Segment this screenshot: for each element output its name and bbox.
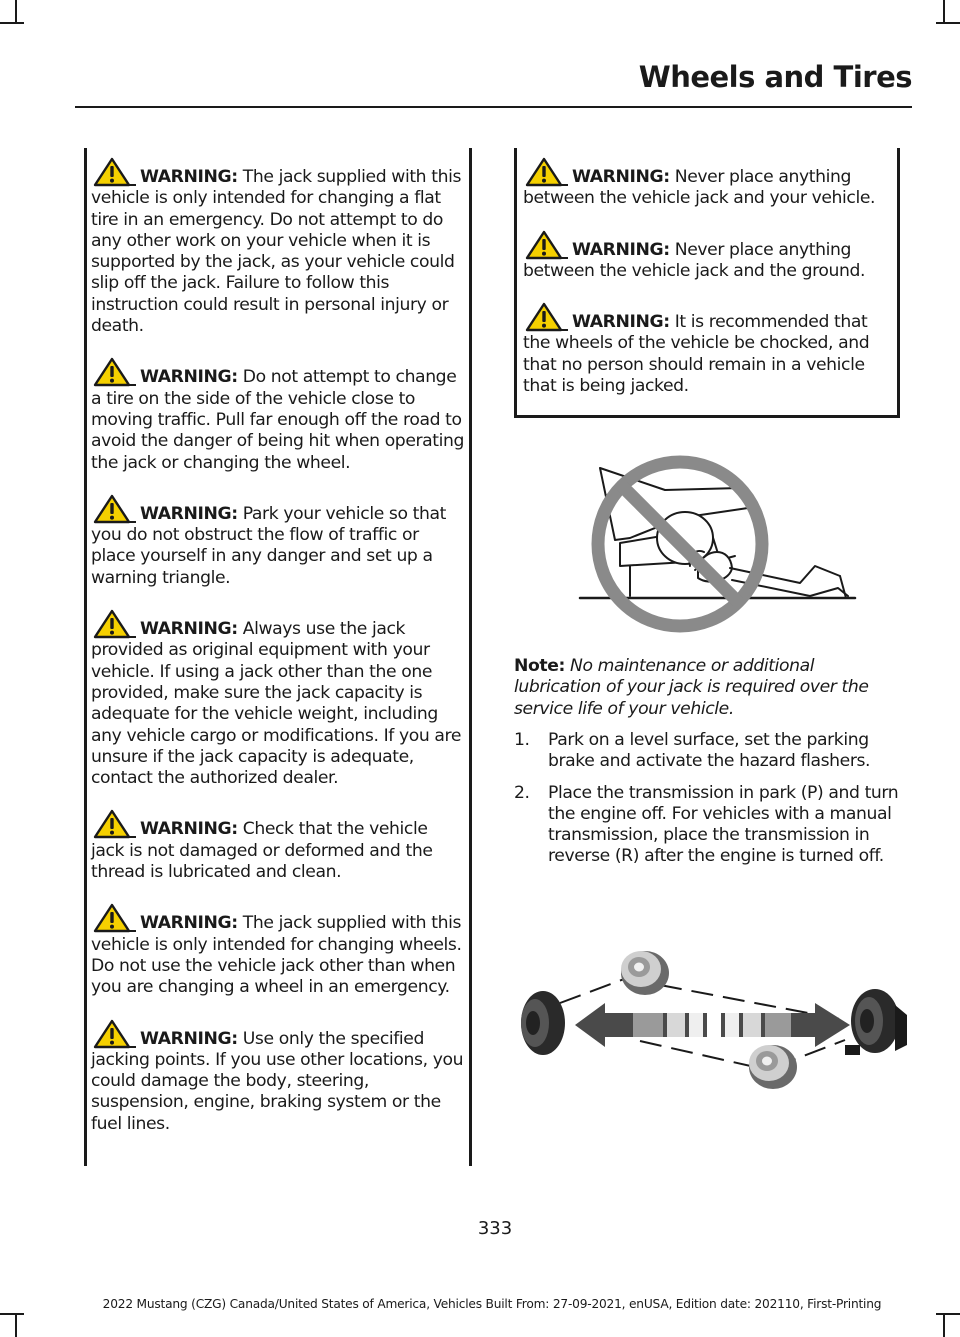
warning-text: Use only the specified jacking points. If you use other locations, you could damage the body, steering, suspension, engine, braking system or the fuel lines. [91, 1028, 464, 1134]
step-text: Place the transmission in park (P) and turn the engine off. For vehicles with a manual transmission, place the transmission in reverse (R) after the engine is turned off. [548, 782, 899, 867]
warning-item [523, 230, 897, 283]
note-label: Note: [514, 656, 565, 676]
wheel-chock-diagonal-illustration [515, 945, 910, 1095]
warning-item [91, 1019, 465, 1135]
steps-list [514, 730, 906, 878]
warning-label: WARNING: [140, 619, 238, 640]
page-title: Wheels and Tires [638, 60, 912, 94]
crop-mark-br-v [943, 1313, 945, 1337]
left-column-rule [84, 148, 87, 1166]
warning-triangle-icon [91, 809, 137, 839]
warning-label: WARNING: [572, 167, 670, 187]
warning-item [91, 157, 465, 337]
warning-text: It is recommended that the wheels of the vehicle be chocked, and that no person should remain in a vehicle that is being jacked. [523, 312, 870, 397]
warning-item [91, 809, 465, 883]
warning-label: WARNING: [140, 503, 238, 524]
warning-text: Never place anything between the vehicle jack and the ground. [523, 239, 866, 281]
note-text: No maintenance or additional lubrication of your jack is required over the service life of your vehicle. [514, 656, 869, 719]
step-number: 1. [514, 730, 530, 750]
warning-label: WARNING: [572, 239, 670, 260]
warning-item [523, 157, 897, 210]
crop-mark-bl-v [15, 1313, 17, 1337]
warning-item [91, 609, 465, 789]
warning-triangle-icon [91, 1019, 137, 1049]
list-item [514, 730, 906, 773]
warning-triangle-icon [91, 157, 137, 187]
footer-text: 2022 Mustang (CZG) Canada/United States of America, Vehicles Built From: 27-09-2021, enUSA, Edition date: 202110, First-Printing [102, 1297, 882, 1311]
warning-label: WARNING: [572, 312, 670, 333]
warning-triangle-icon [91, 357, 137, 387]
warning-text: Never place anything between the vehicle jack and your vehicle. [523, 167, 876, 209]
warning-label: WARNING: [140, 367, 238, 388]
warning-text: The jack supplied with this vehicle is only intended for changing a flat tire in an emergency. Do not attempt to do any other work on your vehicle when it is supported by the jack, as your vehicle could slip off the jack. Failure to follow this instruction could result in personal injury or death. [91, 167, 461, 337]
step-number: 2. [514, 782, 530, 803]
warning-text: Check that the vehicle jack is not damaged or deformed and the thread is lubricated and clean. [91, 819, 433, 883]
crop-mark-tr-v [943, 0, 945, 24]
crop-mark-tl-h [0, 22, 24, 24]
warning-label: WARNING: [140, 913, 238, 934]
warning-label: WARNING: [140, 819, 238, 840]
warning-label: WARNING: [140, 1028, 238, 1049]
note-paragraph [514, 656, 906, 720]
no-crawling-under-vehicle-illustration [570, 448, 870, 638]
warning-text: Park your vehicle so that you do not obstruct the flow of traffic or place yourself in any danger and set up a warning triangle. [91, 503, 446, 588]
warning-triangle-icon [91, 903, 137, 933]
step-text: Park on a level surface, set the parking brake and activate the hazard flashers. [548, 730, 871, 772]
warning-triangle-icon [523, 230, 569, 260]
warning-text: Do not attempt to change a tire on the side of the vehicle close to moving traffic. Pull far enough off the road to avoid the danger of being hit when operating the jack or changing the wheel. [91, 367, 465, 473]
warning-label: WARNING: [140, 167, 238, 187]
warning-triangle-icon [91, 609, 137, 639]
list-item [514, 783, 906, 868]
warning-item [91, 903, 465, 998]
crop-mark-br-h [936, 1313, 960, 1315]
right-warning-column [523, 157, 897, 417]
warning-item [523, 302, 897, 397]
warning-text: Always use the jack provided as original equipment with your vehicle. If using a jack other than the one provided, make sure the jack capacity is adequate for the vehicle weight, including any vehicle cargo or modifications. If you are unsure if the jack capacity is adequate, contact the authorized dealer. [91, 619, 461, 789]
warning-item [91, 357, 465, 473]
warning-text: The jack supplied with this vehicle is only intended for changing wheels. Do not use the vehicle jack other than when you are changing a wheel in an emergency. [91, 913, 462, 998]
middle-column-rule [469, 148, 472, 1166]
warning-item [91, 494, 465, 589]
header-rule [75, 106, 912, 108]
crop-mark-bl-h [0, 1313, 24, 1315]
crop-mark-tr-h [936, 22, 960, 24]
warning-triangle-icon [523, 302, 569, 332]
crop-mark-tl-v [15, 0, 17, 24]
left-warning-column [91, 157, 465, 1155]
page-number: 333 [477, 1218, 513, 1239]
warning-triangle-icon [523, 157, 569, 187]
warning-triangle-icon [91, 494, 137, 524]
